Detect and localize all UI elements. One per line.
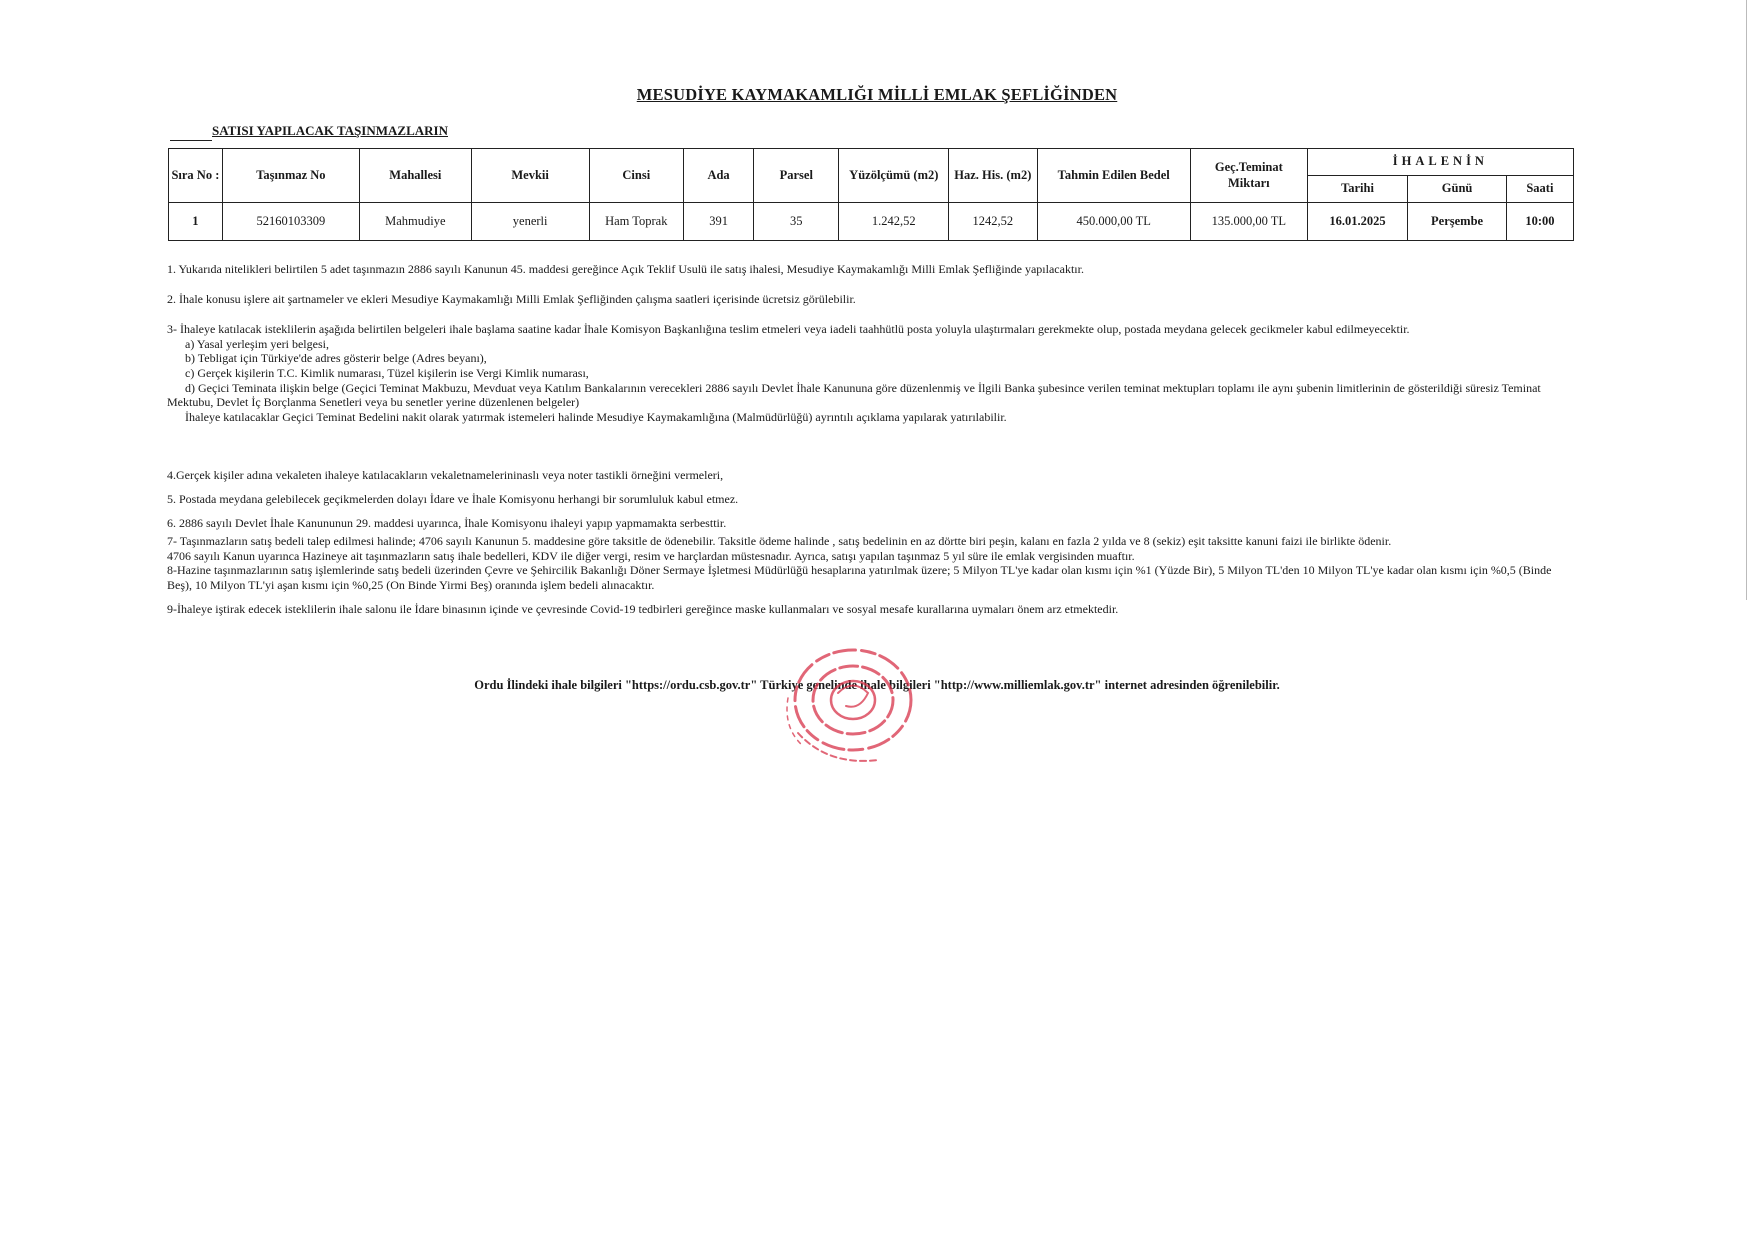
cell-saati: 10:00 xyxy=(1506,203,1573,241)
header-mahallesi: Mahallesi xyxy=(359,149,471,203)
header-parsel: Parsel xyxy=(754,149,839,203)
note-5: 5. Postada meydana gelebilecek geçikmelerden dolayı İdare ve İhale Komisyonu herhangi bir sorumluluk kabul etmez. xyxy=(167,491,739,506)
note-4: 4.Gerçek kişiler adına vekaleten ihaleye katılacakların vekaletnamelerininaslı veya noter tastikli örneğini vermeleri, xyxy=(167,468,724,483)
section-subtitle: SATISI YAPILACAK TAŞINMAZLARIN xyxy=(212,123,448,138)
footer-info: Ordu İlindeki ihale bilgileri "https://ordu.csb.gov.tr" Türkiye genelinde ihale bilgileri "http://www.milliemlak.gov.tr" internet adresinden öğrenilebilir. xyxy=(474,678,1280,692)
note-3d: d) Geçici Teminata ilişkin belge (Geçici Teminat Makbuzu, Mevduat veya Katılım Bankalarının verecekleri 2886 sayılı Devlet İhale Kanununa göre düzenlenmiş ve İlgili Banka şubesince verilen teminat mektupları toplamı ile aynı şubenin limitlerinin de gösterildiği süresiz Teminat Mektubu, Devlet İç Borçlanma Senetleri veya bu senetler yerine düzenlenen belgeler) xyxy=(167,380,1541,410)
note-3b: b) Tebligat için Türkiye'de adres gösterir belge (Adres beyanı), xyxy=(185,351,487,366)
note-3: 3- İhaleye katılacak isteklilerin aşağıda belirtilen belgeleri ihale başlama saatine kadar İhale Komisyon Başkanlığına teslim etmeleri veya iadeli taahhütlü posta yoluyla ulaştırmaları gerekmekte olup, postada meydana gelecek gecikmeler kabul edilmeyecektir. xyxy=(167,322,1410,337)
note-9: 9-İhaleye iştirak edecek isteklilerin ihale salonu ile İdare binasının içinde ve çevresinde Covid-19 tedbirleri gereğince maske kullanmaları ve sosyal mesafe kurallarına uymaları önem arz etmektedir. xyxy=(167,601,1119,616)
cell-gunu: Perşembe xyxy=(1408,203,1507,241)
table-header-row xyxy=(169,149,1574,176)
cell-tarihi: 16.01.2025 xyxy=(1307,203,1408,241)
cell-cinsi: Ham Toprak xyxy=(589,203,683,241)
subtitle-rule xyxy=(170,140,212,141)
note-8: 8-Hazine taşınmazlarının satış işlemlerinde satış bedeli üzerinden Çevre ve Şehircilik Bakanlığı Döner Sermaye İşletmesi Müdürlüğü hesaplarına yatırılmak üzere; 5 Milyon TL'ye kadar olan kısmı için %1 (Yüzde Bir), 5 Milyon TL'den 10 Milyon TL'ye kadar olan kısmı için %0,5 (Binde Beş), 10 Milyon TL'yi aşan kısmı için %0,25 (On Binde Yirmi Beş) oranında işlem bedeli alınacaktır. xyxy=(167,563,1552,592)
cell-haz-his: 1242,52 xyxy=(949,203,1037,241)
conditions-list xyxy=(167,262,1567,616)
header-ada: Ada xyxy=(684,149,754,203)
header-tarihi: Tarihi xyxy=(1307,176,1408,203)
note-3e: İhaleye katılacaklar Geçici Teminat Bedelini nakit olarak yatırmak istemeleri halinde Mesudiye Kaymakamlığına (Malmüdürlüğü) ayrıntılı açıklama yapılarak yatırılabilir. xyxy=(185,409,1007,424)
table-row xyxy=(169,203,1574,241)
note-1: 1. Yukarıda nitelikleri belirtilen 5 adet taşınmazın 2886 sayılı Kanunun 45. maddesi gereğince Açık Teklif Usulü ile satış ihalesi, Mesudiye Kaymakamlığı Milli Emlak Şefliğinde yapılacaktır. xyxy=(167,262,1084,276)
header-tahmin-bedel: Tahmin Edilen Bedel xyxy=(1037,149,1190,203)
cell-ada: 391 xyxy=(684,203,754,241)
official-seal-icon xyxy=(768,638,938,778)
note-7: 7- Taşınmazların satış bedeli talep edilmesi halinde; 4706 sayılı Kanunun 5. maddesine göre taksitle de ödenebilir. Taksitle ödeme halinde , satış bedelinin en az dörtte biri peşin, kalanı en fazla 2 yılda ve 8 (sekiz) eşit taksitte kanuni faizi ile birlikte ödenir. xyxy=(167,534,1392,549)
note-2: 2. İhale konusu işlere ait şartnameler ve ekleri Mesudiye Kaymakamlığı Milli Emlak Şefliğinden çalışma saatleri içerisinde ücretsiz görülebilir. xyxy=(167,291,856,306)
header-yuzolcumu: Yüzölçümü (m2) xyxy=(839,149,949,203)
note-7b: 4706 sayılı Kanun uyarınca Hazineye ait taşınmazların satış ihale bedelleri, KDV ile diğer vergi, resim ve harçlardan müstesnadır. Ayrıca, satışı yapılan taşınmaz 5 yıl süre ile emlak vergisinden muaftır. xyxy=(167,548,1135,563)
cell-mevkii: yenerli xyxy=(471,203,589,241)
cell-tasinmaz-no: 52160103309 xyxy=(222,203,359,241)
cell-mahallesi: Mahmudiye xyxy=(359,203,471,241)
cell-tahmin-bedel: 450.000,00 TL xyxy=(1037,203,1190,241)
header-sira-no: Sıra No : xyxy=(169,149,223,203)
cell-yuzolcumu: 1.242,52 xyxy=(839,203,949,241)
header-gec-teminat: Geç.Teminat Miktarı xyxy=(1190,149,1307,203)
header-ihalenin: İHALENİN xyxy=(1307,149,1573,176)
header-cinsi: Cinsi xyxy=(589,149,683,203)
header-gunu: Günü xyxy=(1408,176,1507,203)
cell-sira-no: 1 xyxy=(169,203,223,241)
header-mevkii: Mevkii xyxy=(471,149,589,203)
header-tasinmaz-no: Taşınmaz No xyxy=(222,149,359,203)
note-6: 6. 2886 sayılı Devlet İhale Kanununun 29. maddesi uyarınca, İhale Komisyonu ihaleyi yapıp yapmamakta serbesttir. xyxy=(167,515,727,530)
scan-edge-line xyxy=(1746,0,1747,600)
header-haz-his: Haz. His. (m2) xyxy=(949,149,1037,203)
cell-gec-teminat: 135.000,00 TL xyxy=(1190,203,1307,241)
note-3c: c) Gerçek kişilerin T.C. Kimlik numarası, Tüzel kişilerin ise Vergi Kimlik numarası, xyxy=(185,365,589,380)
page-title: MESUDİYE KAYMAKAMLIĞI MİLLİ EMLAK ŞEFLİĞİNDEN xyxy=(636,85,1118,104)
note-3a: a) Yasal yerleşim yeri belgesi, xyxy=(185,336,329,351)
header-saati: Saati xyxy=(1506,176,1573,203)
cell-parsel: 35 xyxy=(754,203,839,241)
property-table xyxy=(168,148,1574,241)
